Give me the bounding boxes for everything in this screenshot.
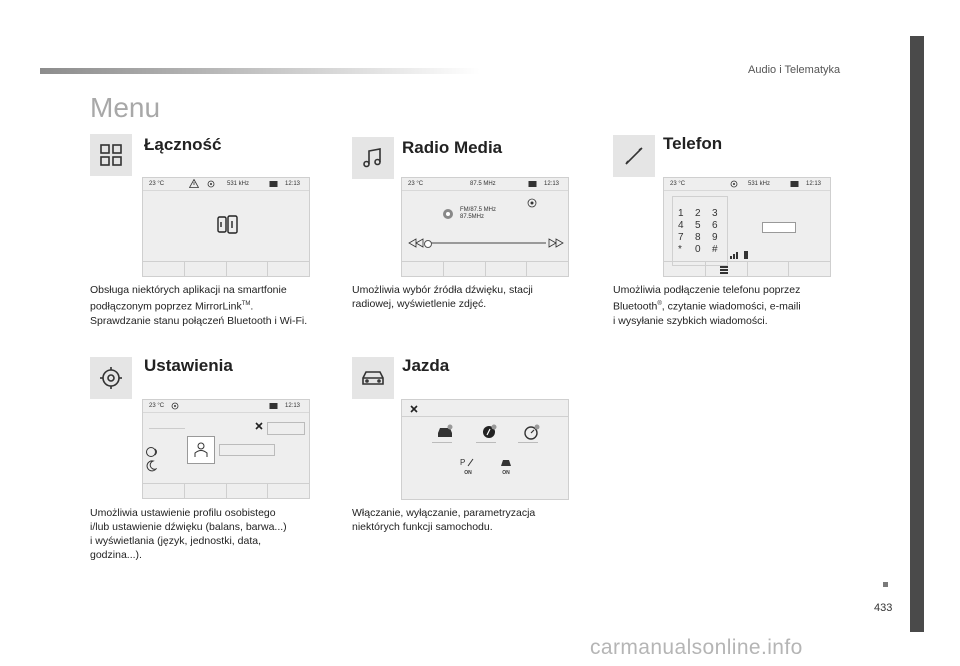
media-icon xyxy=(269,402,279,412)
station-name: 87.5MHz xyxy=(460,214,485,220)
status-bar xyxy=(143,178,309,191)
keypad-row xyxy=(678,232,729,244)
phone-handset-icon xyxy=(613,135,655,177)
media-icon xyxy=(528,180,538,190)
header-title: Audio i Telematyka xyxy=(748,64,841,76)
description-text: podłączonym poprzez MirrorLink xyxy=(90,300,242,313)
frequency-readout: 87.5 MHz xyxy=(470,181,496,187)
slider-knob[interactable] xyxy=(424,240,432,248)
description-radio xyxy=(352,283,533,311)
frequency-slider[interactable] xyxy=(426,242,546,244)
screen-radio xyxy=(401,177,569,277)
key[interactable]: 1 xyxy=(678,208,684,219)
settings-field[interactable] xyxy=(219,444,275,456)
screen-connect xyxy=(142,177,310,277)
trademark-mark: TM xyxy=(241,301,251,307)
status-bar xyxy=(664,178,830,191)
description-line: i wysyłanie szybkich wiadomości. xyxy=(613,314,768,327)
divider xyxy=(518,442,538,443)
key[interactable]: 5 xyxy=(695,220,701,231)
temperature-readout: 23 °C xyxy=(149,403,165,409)
night-mode-icon[interactable] xyxy=(145,460,157,474)
profile-icon[interactable] xyxy=(187,436,215,464)
number-field[interactable] xyxy=(762,222,796,233)
section-title-phone: Telefon xyxy=(663,134,723,153)
close-icon[interactable] xyxy=(410,405,418,415)
page-marker xyxy=(883,582,888,587)
radio-icon xyxy=(442,208,454,220)
description-line: Sprawdzanie stanu połączeń Bluetooth i Wi-Fi. xyxy=(90,314,308,327)
description-connect xyxy=(90,283,307,328)
clock-readout: 12:13 xyxy=(806,181,822,187)
bottom-bar xyxy=(143,483,309,498)
signal-icon xyxy=(730,180,738,190)
status-bar xyxy=(143,400,309,413)
bottom-bar xyxy=(664,261,830,276)
temperature-readout: 23 °C xyxy=(670,181,686,187)
description-text: , czytanie wiadomości, e-maili xyxy=(661,300,801,313)
bottom-bar xyxy=(143,261,309,276)
audio-settings-icon[interactable] xyxy=(145,446,159,460)
car-function-icon[interactable] xyxy=(436,424,454,442)
key[interactable]: 6 xyxy=(712,220,718,231)
gear-icon xyxy=(90,357,132,399)
signal-icon xyxy=(171,402,179,412)
parking-sensor-icon xyxy=(460,456,476,468)
description-line: Umożliwia ustawienie profilu osobistego xyxy=(90,507,276,519)
station-item[interactable] xyxy=(442,206,564,224)
dial-keypad[interactable] xyxy=(678,208,729,256)
media-icon xyxy=(269,180,279,190)
section-title-settings: Ustawienia xyxy=(144,356,233,375)
status-bar xyxy=(402,178,568,191)
divider xyxy=(149,428,185,429)
clock-readout: 12:13 xyxy=(544,181,560,187)
description-line: i wyświetlania (język, jednostki, data, xyxy=(90,535,261,547)
keypad-row xyxy=(678,220,729,232)
key[interactable]: 9 xyxy=(712,232,718,243)
key[interactable]: 7 xyxy=(678,232,684,243)
description-line: godzina...). xyxy=(90,549,142,561)
description-phone xyxy=(613,283,801,328)
frequency-readout: 531 kHz xyxy=(748,181,771,187)
watermark: carmanualsonline.info xyxy=(590,636,803,659)
close-icon[interactable] xyxy=(255,422,263,432)
signal-icon xyxy=(207,180,215,190)
key[interactable]: * xyxy=(678,244,682,255)
page-number: 433 xyxy=(874,602,893,614)
key[interactable]: 4 xyxy=(678,220,684,231)
description-text: . xyxy=(250,300,254,313)
temperature-readout: 23 °C xyxy=(149,181,165,187)
page-title: Menu xyxy=(90,92,161,123)
screen-driving xyxy=(401,399,569,500)
description-line xyxy=(90,297,307,314)
keypad-row xyxy=(678,244,729,256)
side-strip xyxy=(910,36,924,632)
description-settings xyxy=(90,506,287,562)
settings-field[interactable] xyxy=(267,422,305,435)
lane-keep-icon xyxy=(498,456,514,468)
park-assist-toggle[interactable] xyxy=(460,456,476,476)
key[interactable]: 0 xyxy=(695,244,701,255)
description-driving xyxy=(352,506,535,534)
car-icon xyxy=(352,357,394,399)
mirrorlink-icon[interactable] xyxy=(215,214,239,238)
keypad-row xyxy=(678,208,729,220)
seek-back-icon[interactable] xyxy=(408,238,424,250)
description-line: Obsługa niektórych aplikacji na smartfonie xyxy=(90,284,287,296)
screen-phone xyxy=(663,177,831,277)
music-note-icon xyxy=(352,137,394,179)
key[interactable]: 3 xyxy=(712,208,718,219)
toggle-state: ON xyxy=(464,470,472,476)
temperature-readout: 23 °C xyxy=(408,181,424,187)
key[interactable]: 2 xyxy=(695,208,701,219)
section-title-radio: Radio Media xyxy=(402,138,503,157)
description-line: Włączanie, wyłączanie, parametryzacja xyxy=(352,507,536,519)
description-line: radiowej, wyświetlenie zdjęć. xyxy=(352,298,487,310)
svg-text:P: P xyxy=(460,458,466,467)
speed-limiter-icon[interactable] xyxy=(522,424,540,442)
screen-settings xyxy=(142,399,310,499)
registered-mark: ® xyxy=(657,301,662,307)
frequency-readout: 531 kHz xyxy=(227,181,250,187)
description-line xyxy=(613,297,801,314)
description-text: Bluetooth xyxy=(613,300,658,313)
battery-signal-icon xyxy=(730,250,752,261)
divider xyxy=(432,442,452,443)
divider xyxy=(402,416,568,417)
bottom-bar xyxy=(402,261,568,276)
ecology-icon[interactable] xyxy=(480,424,498,442)
seek-forward-icon[interactable] xyxy=(548,238,564,250)
description-line: Umożliwia podłączenie telefonu poprzez xyxy=(613,284,801,296)
divider xyxy=(476,442,496,443)
station-frequency: FM/87.5 MHz xyxy=(460,207,497,213)
clock-readout: 12:13 xyxy=(285,181,301,187)
header-rule xyxy=(40,68,480,74)
toggle-state: ON xyxy=(502,470,510,476)
description-line: Umożliwia wybór źródła dźwięku, stacji xyxy=(352,284,533,296)
warning-icon xyxy=(189,179,199,190)
description-line: i/lub ustawienie dźwięku (balans, barwa...) xyxy=(90,521,287,533)
section-title-connect: Łączność xyxy=(144,135,222,154)
grid-apps-icon xyxy=(90,134,132,176)
key[interactable]: 8 xyxy=(695,232,701,243)
description-line: niektórych funkcji samochodu. xyxy=(352,521,493,533)
lane-assist-toggle[interactable] xyxy=(498,456,514,476)
media-icon xyxy=(790,180,800,190)
key[interactable]: # xyxy=(712,244,718,255)
section-title-driving: Jazda xyxy=(402,356,450,375)
clock-readout: 12:13 xyxy=(285,403,301,409)
